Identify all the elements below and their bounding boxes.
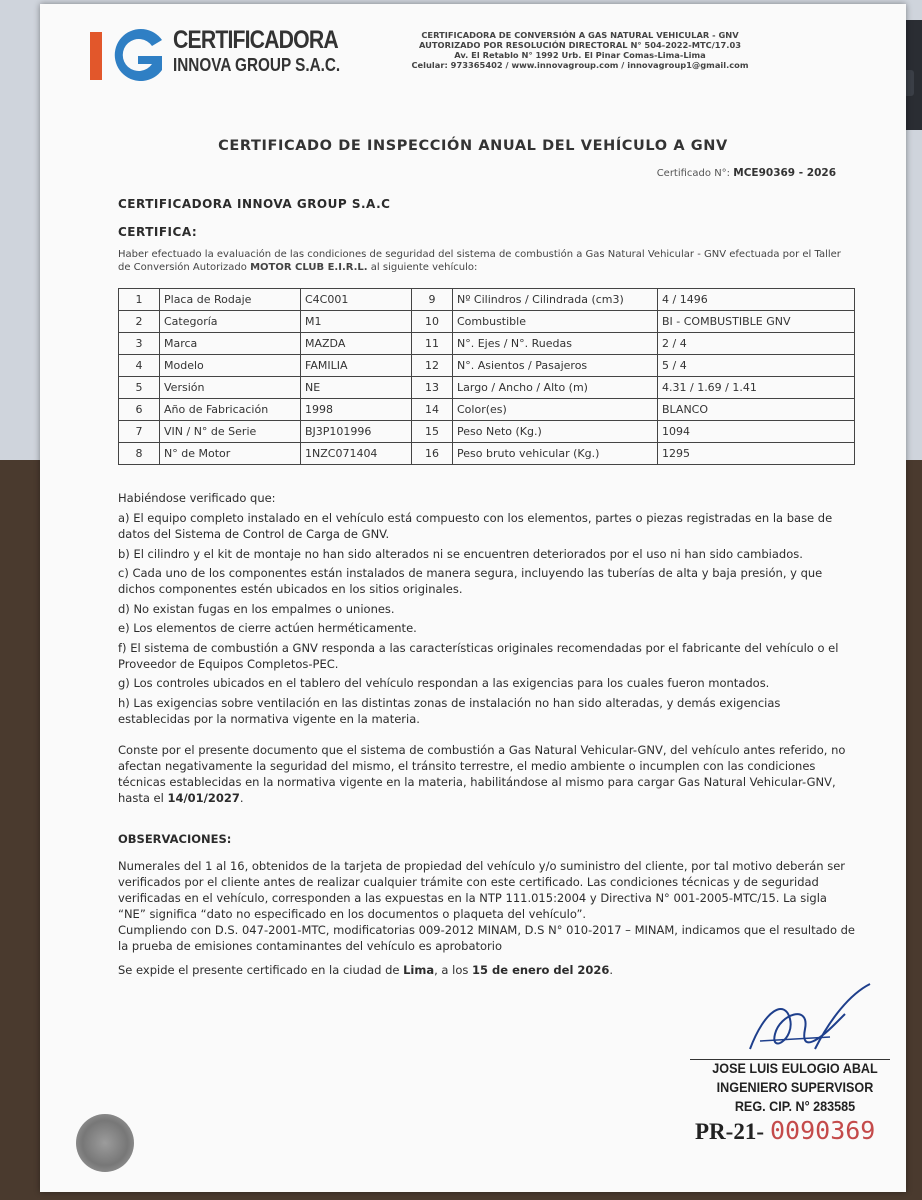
row-number: 6 (119, 399, 160, 421)
field-value: BLANCO (658, 399, 855, 421)
signer-name: JOSE LUIS EULOGIO ABAL (712, 1060, 878, 1076)
field-value: FAMILIA (301, 355, 412, 377)
row-number: 11 (412, 333, 453, 355)
document-title: CERTIFICADO DE INSPECCIÓN ANUAL DEL VEHÍCULO A GNV (218, 138, 728, 154)
table-row (119, 421, 855, 443)
list-item: f) El sistema de combustión a GNV responda a las características originales recomendadas por el fabricante del vehículo o el Proveedor de Equipos Completos-PEC. (118, 640, 839, 671)
field-label: Año de Fabricación (160, 399, 301, 421)
field-value: 2 / 4 (658, 333, 855, 355)
observaciones-heading: OBSERVACIONES: (118, 832, 232, 846)
field-value: BI - COMBUSTIBLE GNV (658, 311, 855, 333)
list-item: b) El cilindro y el kit de montaje no han sido alterados ni se encuentren deteriorados por el uso ni han sido cambiados. (118, 546, 803, 561)
row-number: 3 (119, 333, 160, 355)
table-row (119, 355, 855, 377)
field-label: Placa de Rodaje (160, 289, 301, 311)
field-label: Largo / Ancho / Alto (m) (453, 377, 658, 399)
expide-city: Lima (403, 963, 435, 977)
list-item: e) Los elementos de cierre actúen herméticamente. (118, 621, 417, 635)
list-item: d) No existan fugas en los empalmes o uniones. (118, 601, 395, 616)
field-label: N°. Asientos / Pasajeros (453, 355, 658, 377)
letterhead-line-2: AUTORIZADO POR RESOLUCIÓN DIRECTORAL N° 504-2022-MTC/17.03 (418, 40, 742, 50)
certificate-number-label: Certificado N°: (656, 168, 731, 179)
conste-paragraph: Conste por el presente documento que el sistema de combustión a Gas Natural Vehicular-GNV, del vehículo antes referido, no afectan negativamente la seguridad del mismo, el tránsito terrestre, el medio ambiente o incumplen con las condiciones técnicas establecidas en la normativa vigente en la materia, habilitándose al mismo para cargar Gas Natural Vehicular-GNV, hasta el 14/01/2027. (118, 743, 846, 805)
field-value: 4 / 1496 (658, 289, 855, 311)
company-name: CERTIFICADORA INNOVA GROUP S.A.C (118, 197, 391, 211)
list-item: g) Los controles ubicados en el tablero del vehículo respondan a las exigencias para los cuales fueron montados. (118, 676, 770, 690)
conste-date: 14/01/2027 (167, 791, 240, 805)
field-value: MAZDA (301, 333, 412, 355)
row-number: 2 (119, 311, 160, 333)
list-item: h) Las exigencias sobre ventilación en las distintas zonas de instalación no han sido alteradas, y demás exigencias establecidas por la normativa vigente en la materia. (118, 695, 781, 726)
conste-text: Conste por el presente documento que el sistema de combustión a Gas Natural Vehicular-GNV, del vehículo antes referido, no afectan negativamente la seguridad del mismo, el tránsito terrestre, el medio ambiente o incumplen con las condiciones técnicas establecidas en la normativa vigente en la materia, habilitándose al mismo para cargar Gas Natural Vehicular-GNV, hasta el (118, 743, 846, 805)
row-number: 13 (412, 377, 453, 399)
field-label: Versión (160, 377, 301, 399)
row-number: 8 (119, 443, 160, 465)
row-number: 1 (119, 289, 160, 311)
row-number: 14 (412, 399, 453, 421)
intro-paragraph (118, 248, 848, 274)
expide-date: 15 de enero del 2026 (472, 963, 610, 977)
form-code-prefix: PR-21- (695, 1119, 764, 1144)
field-label: Marca (160, 333, 301, 355)
vehicle-table (118, 288, 855, 465)
row-number: 4 (119, 355, 160, 377)
field-label: N° de Motor (160, 443, 301, 465)
field-label: VIN / N° de Serie (160, 421, 301, 443)
field-value: C4C001 (301, 289, 412, 311)
row-number: 16 (412, 443, 453, 465)
certificate-number (657, 167, 836, 179)
signature-block (701, 1059, 890, 1116)
table-row (119, 443, 855, 465)
form-code (695, 1116, 875, 1145)
row-number: 9 (412, 289, 453, 311)
table-row (119, 289, 855, 311)
field-value: BJ3P101996 (301, 421, 412, 443)
expide-pre: Se expide el presente certificado en la ciudad de (118, 963, 400, 977)
field-value: 1295 (658, 443, 855, 465)
field-label: Peso bruto vehicular (Kg.) (453, 443, 658, 465)
intro-text: Haber efectuado la evaluación de las condiciones de seguridad del sistema de combustión a Gas Natural Vehicular - GNV efectuada por el Taller de Conversión Autorizado (118, 249, 841, 273)
field-value: 5 / 4 (658, 355, 855, 377)
field-value: 1NZC071404 (301, 443, 412, 465)
row-number: 15 (412, 421, 453, 443)
field-value: NE (301, 377, 412, 399)
letterhead-line-4: Celular: 973365402 / www.innovagroup.com / innovagroup1@gmail.com (411, 60, 749, 70)
expide-mid: , a los (434, 963, 469, 977)
observaciones-paragraph (118, 858, 856, 954)
row-number: 5 (119, 377, 160, 399)
field-label: Categoría (160, 311, 301, 333)
logo-line-2: INNOVA GROUP S.A.C. (173, 55, 341, 75)
innova-logo-icon (88, 26, 168, 84)
field-label: Combustible (453, 311, 658, 333)
field-label: Nº Cilindros / Cilindrada (cm3) (453, 289, 658, 311)
letterhead-line-1: CERTIFICADORA DE CONVERSIÓN A GAS NATURAL VEHICULAR - GNV (421, 30, 739, 40)
signer-role: INGENIERO SUPERVISOR (716, 1079, 874, 1095)
habiendose-text: Habiéndose verificado que: (118, 491, 276, 505)
table-row (119, 377, 855, 399)
letterhead (370, 30, 790, 70)
serial-number: 0090369 (769, 1116, 876, 1145)
field-value: M1 (301, 311, 412, 333)
logo-line-1: CERTIFICADORA (173, 26, 338, 54)
intro-end: al siguiente vehículo: (370, 262, 478, 273)
certificate-document (40, 4, 906, 1192)
table-row (119, 399, 855, 421)
table-row (119, 333, 855, 355)
list-item: a) El equipo completo instalado en el vehículo está compuesto con los elementos, partes o piezas registradas en la base de datos del Sistema de Control de Carga de GNV. (118, 511, 833, 541)
field-label: Color(es) (453, 399, 658, 421)
logo-text (173, 28, 370, 74)
field-label: N°. Ejes / N°. Ruedas (453, 333, 658, 355)
intro-taller: MOTOR CLUB E.I.R.L. (250, 262, 368, 273)
observaciones-text: Numerales del 1 al 16, obtenidos de la tarjeta de propiedad del vehículo y/o suministro del cliente, por tal motivo deberán ser verificados por el cliente antes de realizar cualquier trámite con este certificado. Las condiciones técnicas y de seguridad verificadas en el vehículo, corresponden a las expuestas en la NTP 111.015:2004 y Directiva N° 001-2005-MTC/15. La sigla “NE” significa “dato no especificado en los documentos o plaqueta del vehículo”. (118, 859, 846, 921)
letterhead-line-3: Av. El Retablo N° 1992 Urb. El Pinar Comas-Lima-Lima (454, 50, 706, 60)
row-number: 12 (412, 355, 453, 377)
field-value: 4.31 / 1.69 / 1.41 (658, 377, 855, 399)
verification-list (118, 510, 856, 730)
field-label: Peso Neto (Kg.) (453, 421, 658, 443)
hologram-seal-icon (76, 1114, 134, 1172)
signature-icon (740, 979, 880, 1064)
field-value: 1998 (301, 399, 412, 421)
field-value: 1094 (658, 421, 855, 443)
observaciones-text-2: Cumpliendo con D.S. 047-2001-MTC, modificatorias 009-2012 MINAM, D.S N° 010-2017 – MINAM, indicamos que el resultado de la prueba de emisiones contaminantes del vehículo es aprobatorio (118, 923, 856, 953)
table-row (119, 311, 855, 333)
row-number: 7 (119, 421, 160, 443)
certificate-number-value: MCE90369 - 2026 (733, 167, 836, 179)
list-item: c) Cada uno de los componentes están instalados de manera segura, incluyendo las tuberías de alta y baja presión, y que dichos componentes estén ubicados en los sitios originales. (118, 566, 823, 596)
certifica-heading: CERTIFICA: (118, 225, 198, 239)
field-label: Modelo (160, 355, 301, 377)
row-number: 10 (412, 311, 453, 333)
expide-line: Se expide el presente certificado en la ciudad de Lima, a los 15 de enero del 2026. (118, 963, 614, 977)
signer-reg: REG. CIP. N° 283585 (734, 1098, 856, 1114)
